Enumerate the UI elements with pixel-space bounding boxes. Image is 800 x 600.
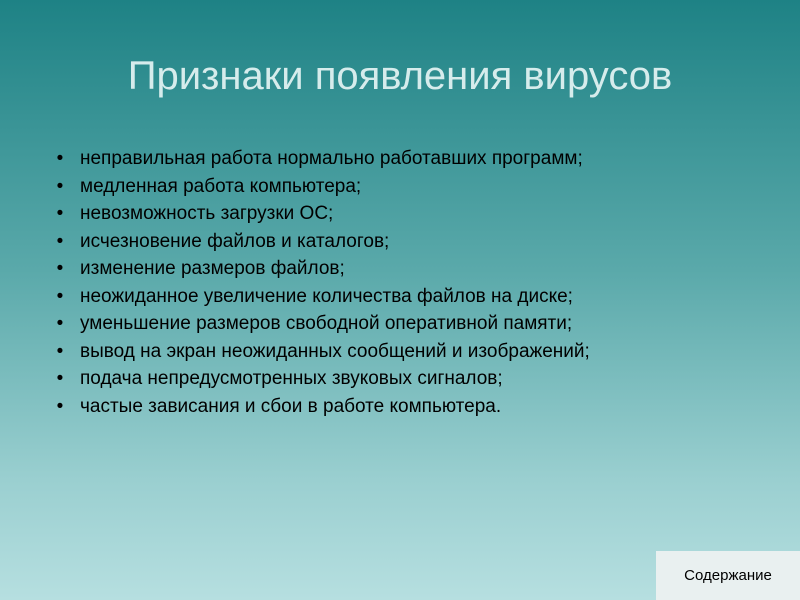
slide-title: Признаки появления вирусов (127, 54, 673, 98)
list-item-text: частые зависания и сбои в работе компьютера. (80, 395, 502, 417)
bullet-icon: • (56, 395, 64, 417)
list-item-text: неправильная работа нормально работавших программ; (80, 148, 583, 169)
list-item-text: подача непредусмотренных звуковых сигналов; (80, 368, 503, 389)
list-item (52, 145, 782, 173)
bullet-icon: • (56, 203, 64, 224)
list-item (52, 200, 782, 228)
list-item (52, 338, 782, 366)
list-item (52, 310, 782, 338)
list-item-text: исчезновение файлов и каталогов; (80, 230, 390, 252)
bullet-icon: • (56, 340, 64, 362)
list-item-text: неожиданное увеличение количества файлов на диске; (80, 285, 573, 307)
list-item (52, 255, 782, 283)
bullet-icon: • (56, 175, 64, 197)
list-item (52, 228, 782, 256)
bullet-icon: • (56, 230, 64, 252)
list-item (52, 283, 782, 311)
bullet-icon: • (56, 285, 64, 307)
list-item-text: изменение размеров файлов; (80, 258, 345, 279)
bullet-icon: • (56, 368, 64, 389)
bullet-icon: • (56, 313, 64, 334)
bullet-icon: • (56, 258, 64, 279)
contents-button[interactable]: Содержание (656, 551, 800, 600)
list-item-text: вывод на экран неожиданных сообщений и изображений; (80, 340, 590, 362)
list-item (52, 393, 782, 421)
list-item-text: невозможность загрузки ОС; (80, 203, 334, 224)
bullet-icon: • (56, 148, 64, 169)
list-item (52, 173, 782, 201)
list-item (52, 365, 782, 393)
list-item-text: медленная работа компьютера; (80, 175, 362, 197)
bullet-list (52, 145, 782, 420)
list-item-text: уменьшение размеров свободной оперативной памяти; (80, 313, 573, 334)
